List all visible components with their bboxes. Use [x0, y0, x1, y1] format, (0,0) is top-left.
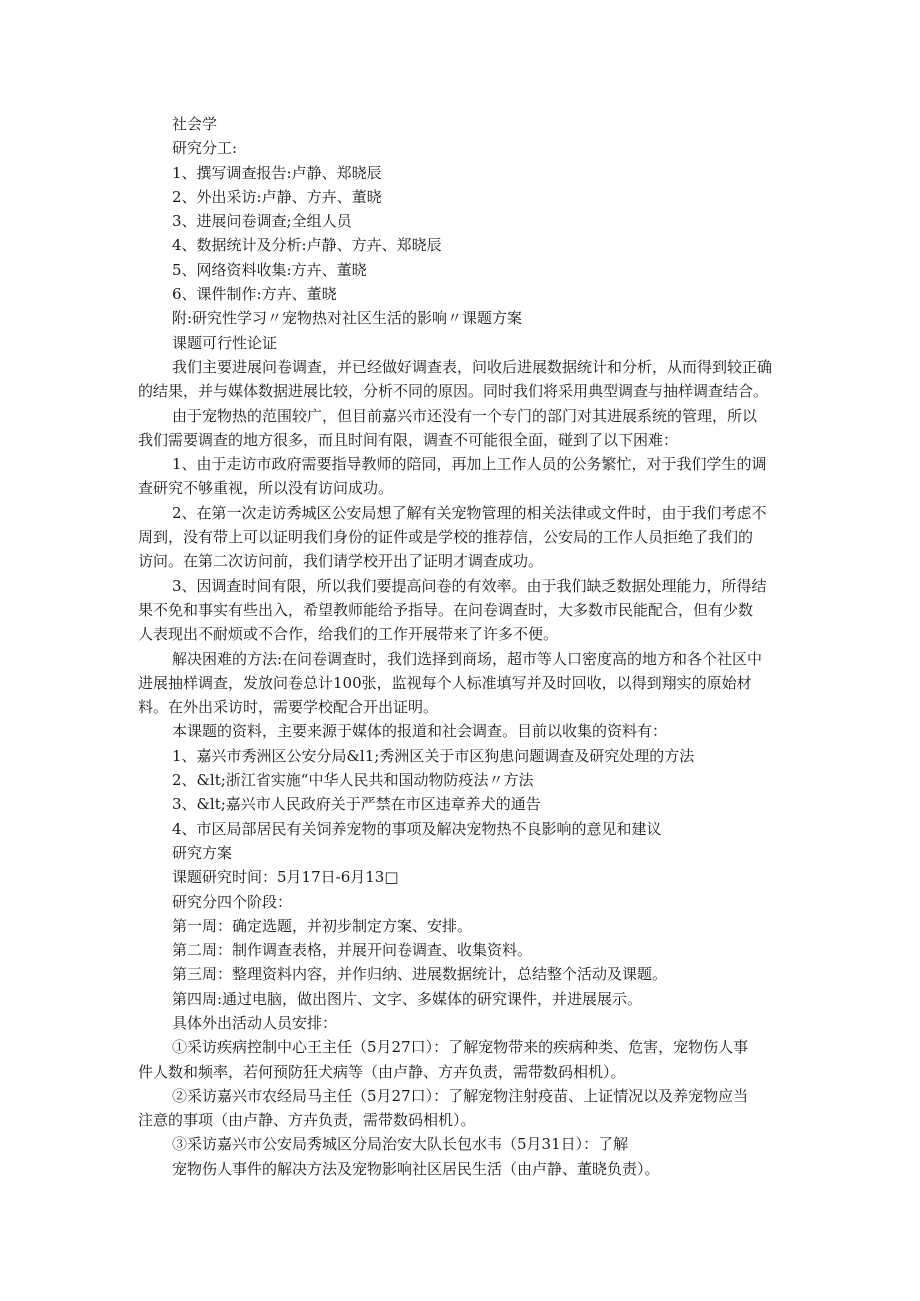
doc-line-division-1: 1、撰写调查报告:卢静、郑晓辰 [172, 163, 382, 182]
doc-line-outing-2b: 注意的事项（由卢静、方卉负责，需带数码相机）。 [138, 1111, 476, 1130]
doc-line-appendix-title: 附:研究性学习〃宠物热对社区生活的影响〃课题方案 [172, 309, 523, 328]
doc-line-division-2: 2、外出采访:卢静、方卉、董晓 [172, 187, 382, 206]
doc-line-source-4: 4、市区局部居民有关饲养宠物的事项及解决宠物热不良影响的意见和建议 [172, 819, 662, 838]
doc-line-division-heading: 研究分工: [172, 139, 238, 158]
doc-line-plan-time: 课题研究时间：5月17日-6月13□ [172, 868, 399, 887]
doc-line-solution-a: 解决困难的方法:在问卷调查时，我们选择到商场，超市等人口密度高的地方和各个社区中 [172, 649, 763, 668]
doc-line-difficulty-3a: 3、因调查时间有限，所以我们要提高问卷的有效率。由于我们缺乏数据处理能力，所得结 [172, 576, 767, 595]
doc-line-division-3: 3、进展问卷调查;全组人员 [172, 212, 352, 231]
doc-line-outing-3a: ③采访嘉兴市公安局秀城区分局治安大队长包水韦（5月31日）：了解 [172, 1135, 629, 1154]
doc-line-plan-heading: 研究方案 [172, 843, 233, 862]
doc-line-difficulty-3c: 人表现出不耐烦或不合作，给我们的工作开展带来了许多不便。 [138, 625, 559, 644]
doc-line-feasibility-heading: 课题可行性论证 [172, 333, 278, 352]
doc-line-subject: 社会学 [172, 115, 218, 133]
doc-line-difficulty-2b: 周到，没有带上可以证明我们身份的证件或是学校的推荐信，公安局的工作人员拒绝了我们的 [138, 528, 754, 547]
doc-line-feasibility-p1b: 的结果，并与媒体数据进展比较，分析不同的原因。同时我们将采用典型调查与抽样调查结合。 [138, 382, 769, 401]
doc-line-division-6: 6、课件制作:方卉、董晓 [172, 285, 337, 304]
doc-line-difficulty-3b: 果不免和事实有些出入，希望教师能给予指导。在问卷调查时，大多数市民能配合，但有少数 [138, 600, 754, 619]
doc-line-feasibility-p2b: 我们需要调查的地方很多，而且时间有限，调查不可能很全面，碰到了以下困难： [138, 430, 679, 449]
doc-line-week-2: 第二周：制作调查表格，并展开问卷调查、收集资料。 [172, 941, 533, 960]
doc-line-difficulty-2c: 访问。在第二次访问前，我们请学校开出了证明才调查成功。 [138, 552, 544, 571]
doc-line-solution-b: 进展抽样调查，发放问卷总计100张，监视每个人标准填写并及时回收，以得到翔实的原始材 [138, 673, 752, 692]
doc-line-plan-stages: 研究分四个阶段： [172, 892, 293, 911]
doc-line-source-2: 2、&lt;浙江省实施“中华人民共和国动物防疫法〃方法 [172, 771, 534, 790]
doc-line-outing-2a: ②采访嘉兴市农经局马主任（5月27口）：了解宠物注射疫苗、上证情况以及养宠物应当 [172, 1086, 749, 1105]
doc-line-week-4: 第四周:通过电脑，做出图片、文字、多媒体的研究课件，并进展展示。 [172, 989, 643, 1008]
doc-line-difficulty-2a: 2、在第一次走访秀城区公安局想了解有关宠物管理的相关法律或文件时，由于我们考虑不 [172, 503, 767, 522]
doc-line-solution-c: 料。在外出采访时，需要学校配合开出证明。 [138, 698, 439, 717]
doc-line-week-3: 第三周：整理资料内容，并作归纳、进展数据统计，总结整个活动及课题。 [172, 965, 668, 984]
doc-line-week-1: 第一周：确定选题，并初步制定方案、安排。 [172, 916, 473, 935]
doc-line-outing-1a: ①采访疾病控制中心王主任（5月27口）：了解宠物带来的疾病种类、危害，宠物伤人事 [172, 1038, 749, 1057]
doc-line-difficulty-1b: 查研究不够重视，所以没有访问成功。 [138, 479, 394, 498]
doc-line-feasibility-p1a: 我们主要进展问卷调查，并已经做好调查表，问收后进展数据统计和分析，从而得到较正确 [172, 357, 773, 376]
doc-line-outing-3b: 宠物伤人事件的解决方法及宠物影响社区居民生活（由卢静、董晓负责）。 [172, 1159, 660, 1178]
doc-line-feasibility-p2a: 由于宠物热的范围较广，但目前嘉兴市还没有一个专门的部门对其进展系统的管理，所以 [172, 406, 758, 425]
doc-line-outing-1b: 件人数和频率，若何预防狂犬病等（由卢静、方卉负责，需带数码相机）。 [138, 1062, 626, 1081]
doc-line-division-4: 4、数据统计及分析:卢静、方卉、郑晓辰 [172, 236, 442, 255]
doc-line-source-3: 3、&lt;嘉兴市人民政府关于严禁在市区违章养犬的通告 [172, 795, 541, 814]
doc-line-source-1: 1、嘉兴市秀洲区公安分局&l1;秀洲区关于市区狗患问题调查及研究处理的方法 [172, 746, 695, 765]
doc-line-sources-heading: 本课题的资料，主要来源于媒体的报道和社会调查。目前以收集的资料有： [172, 722, 668, 741]
doc-line-outing-heading: 具体外出活动人员安排： [172, 1013, 338, 1032]
doc-line-division-5: 5、网络资料收集:方卉、董晓 [172, 260, 367, 279]
doc-line-difficulty-1a: 1、由于走访市政府需要指导教师的陪同，再加上工作人员的公务繁忙，对于我们学生的调 [172, 455, 767, 474]
document-page [138, 112, 798, 1181]
